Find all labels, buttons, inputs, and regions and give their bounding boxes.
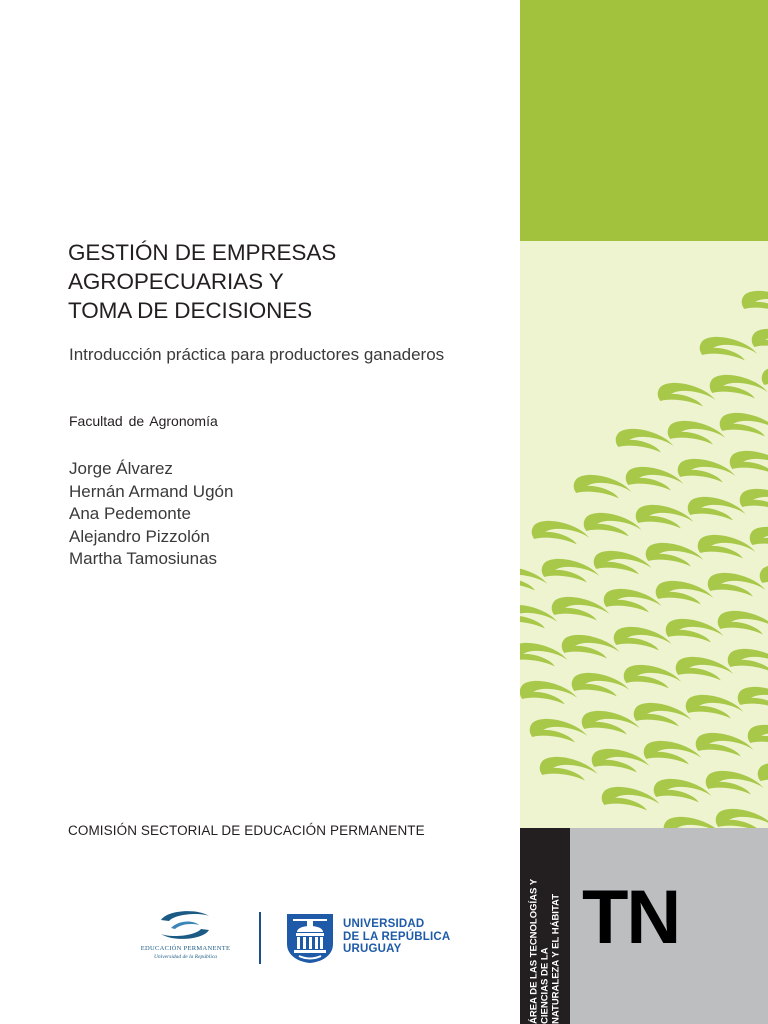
area-line: ÁREA DE LAS TECNOLOGÍAS Y (528, 878, 540, 1024)
wave-mark (715, 604, 768, 645)
swirl-icon (157, 908, 213, 942)
wave-mark (739, 284, 768, 325)
wave-mark (653, 574, 715, 615)
educacion-permanente-logo (128, 908, 243, 970)
author-name: Jorge Álvarez (69, 459, 173, 478)
wave-mark (539, 552, 601, 593)
wave-mark (569, 666, 631, 707)
wave-mark (661, 810, 723, 828)
udelar-line: DE LA REPÚBLICA (343, 930, 451, 943)
wave-mark (757, 558, 768, 599)
wave-mark (749, 322, 768, 363)
wave-mark (611, 620, 673, 661)
wave-mark (737, 482, 768, 523)
udelar-shield-icon (285, 912, 335, 964)
wave-mark (713, 802, 768, 828)
wave-mark (571, 468, 633, 509)
authors-list (69, 458, 233, 571)
udelar-line: UNIVERSIDAD (343, 918, 425, 930)
wave-mark (537, 750, 599, 791)
wave-mark (633, 498, 695, 539)
area-line: CIENCIAS DE LA (539, 947, 551, 1024)
wave-mark (529, 514, 591, 555)
author-name: Ana Pedemonte (69, 504, 191, 523)
wave-mark (655, 376, 717, 417)
area-label (529, 828, 562, 1024)
wave-mark (727, 444, 768, 485)
wave-mark (685, 490, 747, 531)
wave-mark (623, 460, 685, 501)
wave-mark (759, 360, 768, 401)
wave-mark (663, 612, 725, 653)
commission-name: COMISIÓN SECTORIAL DE EDUCACIÓN PERMANENTE (68, 823, 425, 838)
faculty-name: Facultad de Agronomía (69, 413, 218, 429)
wave-mark (520, 636, 569, 677)
wave-mark (745, 718, 768, 759)
wave-mark (591, 544, 653, 585)
wave-mark (693, 726, 755, 767)
wave-mark (601, 582, 663, 623)
book-subtitle: Introducción práctica para productores ganaderos (69, 345, 445, 364)
wave-mark (549, 590, 611, 631)
wave-mark (559, 628, 621, 669)
wave-mark (697, 330, 759, 371)
author-name: Martha Tamosiunas (69, 549, 218, 568)
wave-pattern (520, 241, 768, 828)
logo-divider (259, 912, 261, 964)
wave-mark (641, 734, 703, 775)
wave-mark (651, 772, 713, 813)
wave-mark (599, 780, 661, 821)
wave-mark (755, 756, 768, 797)
wave-mark (621, 658, 683, 699)
area-code: TN (582, 875, 680, 960)
ep-logo-text: EDUCACIÓN PERMANENTE (140, 945, 231, 952)
author-name: Alejandro Pizzolón (69, 526, 210, 546)
author-name: Hernán Armand Ugón (69, 481, 234, 501)
title-line: AGROPECUARIAS Y (68, 269, 284, 294)
wave-mark (703, 764, 765, 805)
udelar-logo-text (343, 918, 450, 956)
udelar-line: URUGUAY (343, 943, 402, 955)
wave-mark (589, 742, 651, 783)
wave-mark (675, 452, 737, 493)
wave-mark (643, 536, 705, 577)
wave-mark (520, 674, 579, 715)
wave-mark (717, 406, 768, 447)
wave-mark (673, 650, 735, 691)
title-line: GESTIÓN DE EMPRESAS (68, 240, 337, 265)
book-title (68, 238, 336, 325)
wave-pattern-panel (520, 241, 768, 828)
area-line: NATURALEZA Y EL HÁBITAT (550, 893, 562, 1024)
wave-mark (705, 566, 767, 607)
wave-mark (631, 696, 693, 737)
title-line: TOMA DE DECISIONES (68, 298, 313, 323)
wave-mark (613, 422, 675, 463)
wave-mark (707, 368, 768, 409)
wave-mark (735, 680, 768, 721)
ep-logo-subtext: Universidad de la República (153, 954, 218, 960)
wave-mark (527, 712, 589, 753)
wave-mark (665, 414, 727, 455)
wave-mark (695, 528, 757, 569)
green-band (520, 0, 768, 241)
wave-mark (683, 688, 745, 729)
wave-mark (725, 642, 768, 683)
wave-mark (747, 520, 768, 561)
wave-mark (579, 704, 641, 745)
wave-mark (581, 506, 643, 547)
